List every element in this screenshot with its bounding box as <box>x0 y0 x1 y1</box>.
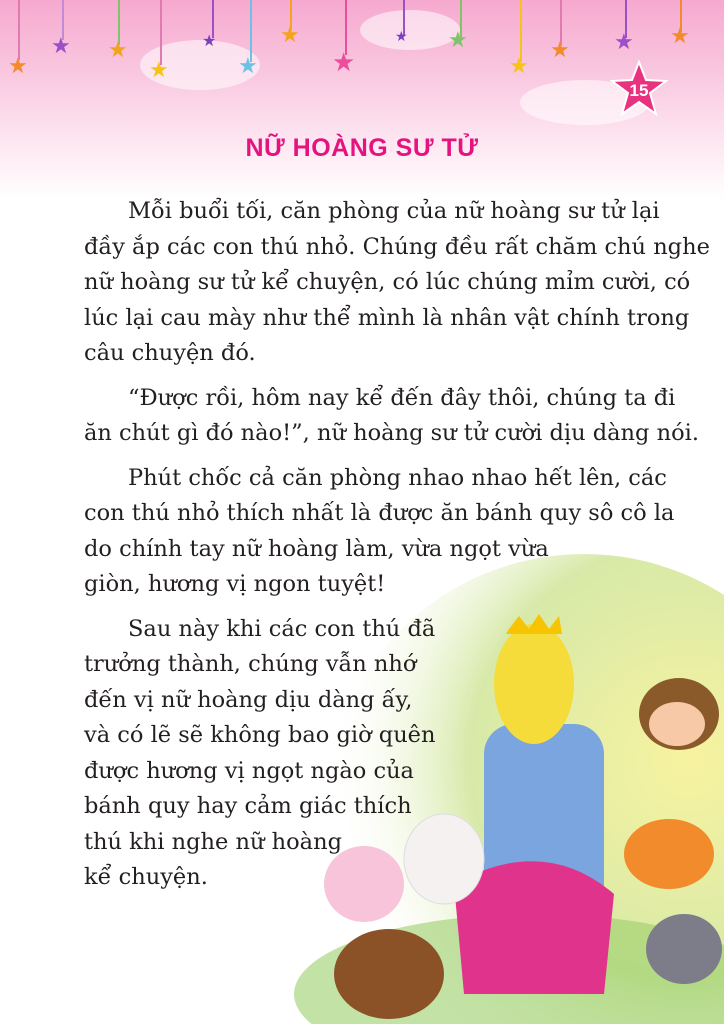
page-number-badge <box>610 60 668 118</box>
story-text <box>84 194 710 905</box>
text-line: Phút chốc cả căn phòng nhao nhao hết lên, các <box>128 464 667 491</box>
paragraph <box>84 612 644 896</box>
text-line: bánh quy hay cảm giác thích <box>84 793 412 819</box>
text-line: được hương vị ngọt ngào của <box>84 757 414 784</box>
text-line: ăn chút gì đó nào!”, nữ hoàng sư tử cười dịu dàng nói. <box>84 420 699 446</box>
paragraph <box>84 194 710 372</box>
text-line: câu chuyện đó. <box>84 340 256 366</box>
paragraph <box>84 381 699 452</box>
text-line: “Được rồi, hôm nay kể đến đây thôi, chúng ta đi <box>128 384 676 411</box>
text-line: kể chuyện. <box>84 864 208 890</box>
text-line: do chính tay nữ hoàng làm, vừa ngọt vừa <box>84 535 549 562</box>
paragraph <box>84 461 675 603</box>
text-line: và có lẽ sẽ không bao giờ quên <box>84 722 436 748</box>
text-line: trưởng thành, chúng vẫn nhớ <box>84 651 417 677</box>
text-line: con thú nhỏ thích nhất là được ăn bánh quy sô cô la <box>84 500 675 526</box>
text-line: đến vị nữ hoàng dịu dàng ấy, <box>84 686 413 713</box>
bear <box>334 929 444 1019</box>
text-line: thú khi nghe nữ hoàng <box>84 828 342 855</box>
text-line: nữ hoàng sư tử kể chuyện, có lúc chúng mỉm cười, có <box>84 269 691 295</box>
story-title: NỮ HOÀNG SƯ TỬ <box>245 134 479 162</box>
text-line: đầy ắp các con thú nhỏ. Chúng đều rất chăm chú nghe <box>84 233 710 260</box>
text-line: Mỗi buổi tối, căn phòng của nữ hoàng sư tử lại <box>128 198 660 224</box>
text-line: Sau này khi các con thú đã <box>128 615 436 642</box>
text-line: giòn, hương vị ngon tuyệt! <box>84 571 386 597</box>
text-line: lúc lại cau mày như thể mình là nhân vật chính trong <box>84 304 690 331</box>
donkey <box>646 914 722 984</box>
page-number: 15 <box>629 81 649 100</box>
